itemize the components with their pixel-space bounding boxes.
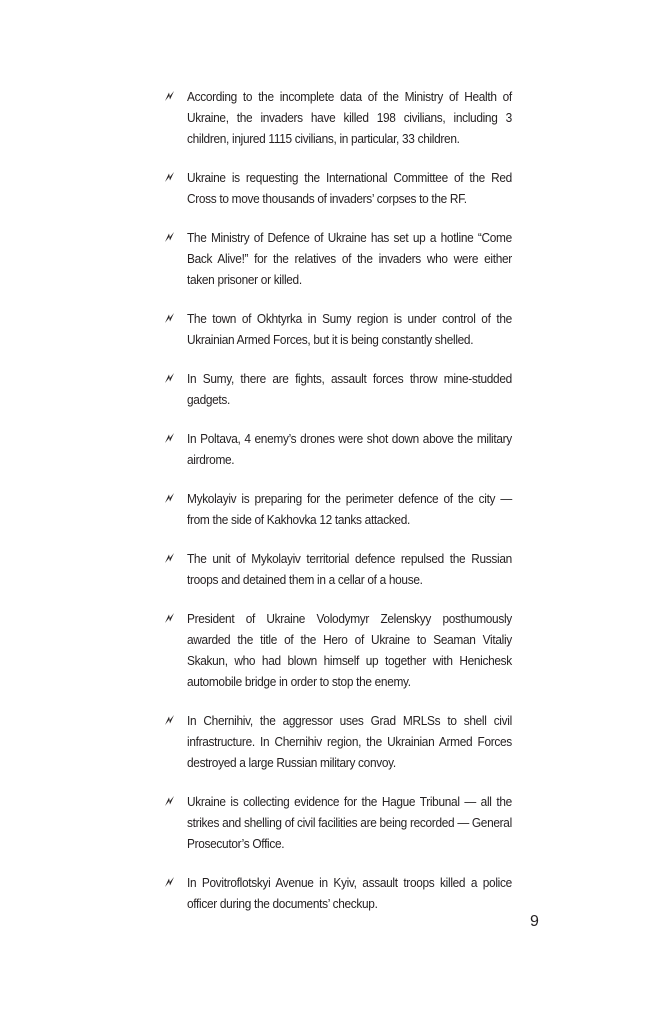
lightning-bolt-icon — [163, 710, 187, 726]
list-item-text: Ukraine is collecting evidence for the Hague Tribunal — all the strikes and shelling of civil facilities are being recorded — General Prosecutor’s Office. — [187, 794, 512, 851]
page-number: 9 — [530, 913, 539, 930]
list-item-text: In Chernihiv, the aggressor uses Grad MRLSs to shell civil infrastructure. In Chernihiv region, the Ukrainian Armed Forces destroyed a large Russian military convoy. — [187, 713, 512, 770]
lightning-bolt-icon — [163, 368, 187, 384]
list-item — [163, 167, 548, 209]
lightning-bolt-icon — [163, 86, 187, 102]
lightning-bolt-icon — [163, 791, 187, 807]
list-item-text: The Ministry of Defence of Ukraine has set up a hotline “Come Back Alive!” for the relatives of the invaders who were either taken prisoner or killed. — [187, 230, 512, 287]
list-item — [163, 368, 548, 410]
list-item — [163, 227, 548, 290]
list-item — [163, 308, 548, 350]
list-item — [163, 608, 548, 692]
lightning-bolt-icon — [163, 608, 187, 624]
list-item — [163, 872, 548, 914]
list-item-text: The unit of Mykolayiv territorial defence repulsed the Russian troops and detained them in a cellar of a house. — [187, 551, 512, 587]
bullet-list — [163, 86, 548, 914]
list-item-text: Ukraine is requesting the International Committee of the Red Cross to move thousands of invaders’ corpses to the RF. — [187, 170, 512, 206]
list-item-text: The town of Okhtyrka in Sumy region is under control of the Ukrainian Armed Forces, but it is being constantly shelled. — [187, 311, 512, 347]
list-item — [163, 548, 548, 590]
list-item — [163, 488, 548, 530]
list-item-text: In Povitroflotskyi Avenue in Kyiv, assault troops killed a police officer during the documents’ checkup. — [187, 875, 512, 911]
list-item — [163, 86, 548, 149]
lightning-bolt-icon — [163, 548, 187, 564]
lightning-bolt-icon — [163, 488, 187, 504]
list-item-text: In Sumy, there are fights, assault forces throw mine-studded gadgets. — [187, 371, 512, 407]
list-item-text: President of Ukraine Volodymyr Zelenskyy posthumously awarded the title of the Hero of Ukraine to Seaman Vitaliy Skakun, who had blown himself up together with Henichesk automobile bridge in order to stop the enemy. — [187, 611, 512, 689]
lightning-bolt-icon — [163, 227, 187, 243]
list-item — [163, 428, 548, 470]
lightning-bolt-icon — [163, 308, 187, 324]
list-item — [163, 710, 548, 773]
lightning-bolt-icon — [163, 167, 187, 183]
lightning-bolt-icon — [163, 872, 187, 888]
list-item-text: According to the incomplete data of the Ministry of Health of Ukraine, the invaders have killed 198 civilians, including 3 children, injured 1115 civilians, in particular, 33 children. — [187, 89, 512, 146]
lightning-bolt-icon — [163, 428, 187, 444]
list-item — [163, 791, 548, 854]
list-item-text: In Poltava, 4 enemy’s drones were shot down above the military airdrome. — [187, 431, 512, 467]
list-item-text: Mykolayiv is preparing for the perimeter defence of the city — from the side of Kakhovka 12 tanks attacked. — [187, 491, 512, 527]
